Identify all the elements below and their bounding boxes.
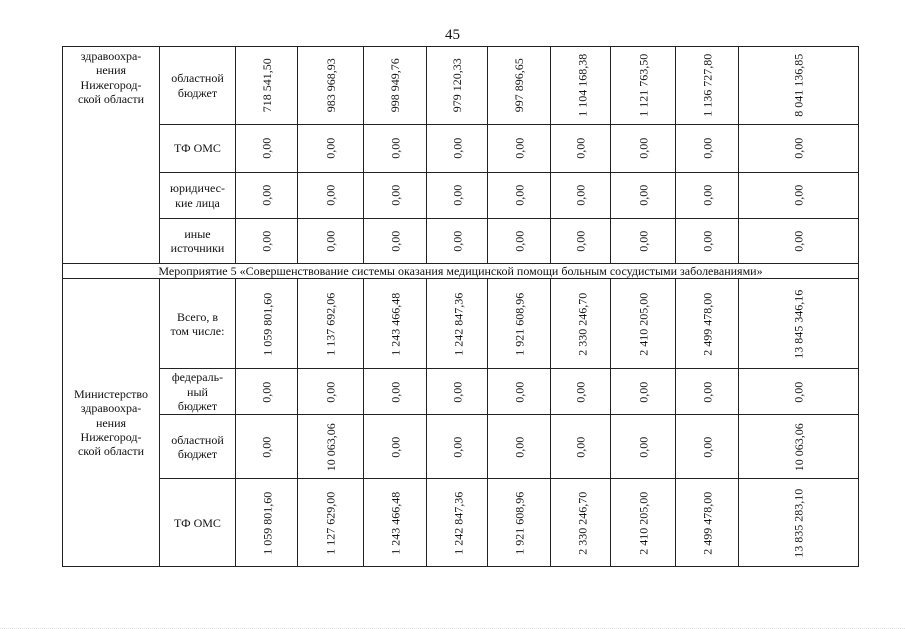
year-value: 0,00	[323, 137, 338, 159]
year-value-cell	[551, 479, 611, 567]
year-value: 0,00	[387, 381, 402, 403]
year-value: 0,00	[699, 137, 714, 159]
year-value: 0,00	[635, 137, 650, 159]
year-value-cell	[236, 47, 298, 125]
year-value: 998 949,76	[387, 58, 402, 113]
total-value-cell	[739, 125, 859, 173]
year-value: 1 137 692,06	[323, 292, 338, 356]
year-value-cell	[298, 173, 364, 219]
year-value-cell	[488, 125, 551, 173]
year-value-cell	[298, 125, 364, 173]
year-value: 0,00	[449, 184, 464, 206]
year-value: 10 063,06	[323, 422, 338, 471]
year-value: 1 121 763,50	[635, 53, 650, 117]
page-number: 45	[445, 27, 460, 43]
year-value-cell	[236, 125, 298, 173]
budget-table	[62, 46, 859, 567]
total-value: 13 835 283,10	[791, 488, 806, 558]
year-value: 0,00	[323, 381, 338, 403]
funding-source-cell	[160, 47, 236, 125]
year-value-cell	[551, 279, 611, 369]
year-value: 997 896,65	[511, 58, 526, 113]
funding-source-cell	[160, 173, 236, 219]
year-value-cell	[298, 219, 364, 264]
year-value-cell	[298, 479, 364, 567]
year-value-cell	[427, 47, 488, 125]
event-title: Мероприятие 5 «Совершенствование системы оказания медицинской помощи больным сосудистыми заболеваниями»	[63, 264, 859, 279]
year-value-cell	[298, 279, 364, 369]
year-value-cell	[427, 279, 488, 369]
table-row	[63, 415, 859, 479]
funding-source-label: иные источники	[170, 226, 225, 255]
table-row	[63, 279, 859, 369]
funding-source-label: областной бюджет	[171, 432, 224, 461]
year-value: 0,00	[511, 184, 526, 206]
year-value-cell	[676, 47, 739, 125]
year-value-cell	[488, 219, 551, 264]
year-value: 0,00	[449, 137, 464, 159]
year-value: 0,00	[699, 381, 714, 403]
funding-source-cell	[160, 219, 236, 264]
year-value: 0,00	[573, 381, 588, 403]
funding-source-label: Всего, в том числе:	[170, 309, 225, 338]
year-value-cell	[364, 279, 427, 369]
event-row	[63, 264, 859, 279]
year-value-cell	[427, 125, 488, 173]
year-value: 0,00	[259, 230, 274, 252]
year-value: 0,00	[449, 230, 464, 252]
year-value: 1 921 608,96	[512, 292, 527, 356]
funding-source-label: областной бюджет	[171, 71, 224, 100]
funding-source-label: ТФ ОМС	[174, 515, 221, 530]
year-value-cell	[551, 219, 611, 264]
year-value-cell	[611, 125, 676, 173]
year-value: 0,00	[387, 184, 402, 206]
year-value-cell	[551, 173, 611, 219]
year-value-cell	[676, 125, 739, 173]
total-value: 0,00	[791, 381, 806, 403]
year-value: 0,00	[573, 230, 588, 252]
executor-label: Министерство здравоохра- нения Нижегород- ской области	[74, 386, 148, 459]
year-value: 1 243 466,48	[388, 491, 403, 555]
year-value-cell	[364, 479, 427, 567]
year-value-cell	[236, 479, 298, 567]
funding-source-label: федераль- ный бюджет	[171, 370, 224, 414]
year-value-cell	[236, 369, 298, 415]
year-value: 0,00	[699, 436, 714, 458]
year-value: 2 410 205,00	[635, 292, 650, 356]
year-value: 0,00	[635, 436, 650, 458]
year-value: 0,00	[387, 230, 402, 252]
executor-cell	[63, 47, 160, 264]
year-value-cell	[488, 173, 551, 219]
year-value: 0,00	[323, 230, 338, 252]
year-value: 0,00	[259, 436, 274, 458]
year-value-cell	[611, 47, 676, 125]
year-value: 0,00	[323, 184, 338, 206]
year-value: 0,00	[699, 230, 714, 252]
year-value-cell	[298, 369, 364, 415]
year-value: 1 059 801,60	[260, 292, 275, 356]
year-value: 1 136 727,80	[700, 53, 715, 117]
year-value: 0,00	[635, 184, 650, 206]
funding-source-cell	[160, 125, 236, 173]
year-value-cell	[364, 173, 427, 219]
year-value-cell	[611, 279, 676, 369]
year-value: 2 499 478,00	[700, 292, 715, 356]
table-row	[63, 479, 859, 567]
total-value-cell	[739, 479, 859, 567]
year-value-cell	[611, 415, 676, 479]
year-value-cell	[551, 47, 611, 125]
table-row	[63, 173, 859, 219]
year-value: 1 242 847,36	[451, 491, 466, 555]
year-value-cell	[236, 415, 298, 479]
year-value-cell	[427, 219, 488, 264]
year-value-cell	[611, 369, 676, 415]
table-row	[63, 125, 859, 173]
year-value: 1 242 847,36	[451, 292, 466, 356]
year-value-cell	[676, 415, 739, 479]
year-value-cell	[236, 173, 298, 219]
year-value-cell	[611, 219, 676, 264]
executor-label: здравоохра- нения Нижегород- ской области	[77, 49, 145, 107]
year-value: 0,00	[259, 381, 274, 403]
year-value-cell	[427, 415, 488, 479]
year-value-cell	[676, 479, 739, 567]
funding-source-label: ТФ ОМС	[174, 141, 221, 156]
total-value: 0,00	[791, 230, 806, 252]
total-value-cell	[739, 47, 859, 125]
total-value: 8 041 136,85	[791, 53, 806, 117]
year-value: 2 330 246,70	[575, 292, 590, 356]
budget-table-body	[63, 47, 859, 567]
year-value: 0,00	[573, 184, 588, 206]
year-value-cell	[298, 415, 364, 479]
total-value: 0,00	[791, 137, 806, 159]
year-value: 0,00	[449, 436, 464, 458]
page-bottom-edge	[0, 628, 905, 637]
funding-source-cell	[160, 369, 236, 415]
year-value: 2 410 205,00	[635, 491, 650, 555]
year-value: 0,00	[259, 184, 274, 206]
year-value: 983 968,93	[323, 58, 338, 113]
total-value-cell	[739, 279, 859, 369]
year-value: 979 120,33	[449, 58, 464, 113]
year-value-cell	[236, 279, 298, 369]
year-value: 1 104 168,38	[575, 53, 590, 117]
year-value-cell	[611, 479, 676, 567]
table-row	[63, 47, 859, 125]
year-value: 0,00	[573, 436, 588, 458]
table-row	[63, 219, 859, 264]
table-row	[63, 369, 859, 415]
funding-source-cell	[160, 479, 236, 567]
total-value: 10 063,06	[791, 422, 806, 471]
year-value-cell	[488, 369, 551, 415]
total-value-cell	[739, 219, 859, 264]
year-value: 1 127 629,00	[323, 491, 338, 555]
year-value: 0,00	[449, 381, 464, 403]
year-value: 0,00	[511, 230, 526, 252]
year-value: 718 541,50	[259, 58, 274, 113]
year-value: 0,00	[387, 436, 402, 458]
year-value: 1 059 801,60	[260, 491, 275, 555]
year-value: 0,00	[511, 137, 526, 159]
year-value-cell	[364, 125, 427, 173]
year-value: 2 330 246,70	[575, 491, 590, 555]
year-value-cell	[488, 479, 551, 567]
year-value-cell	[298, 47, 364, 125]
year-value: 0,00	[635, 381, 650, 403]
year-value: 0,00	[573, 137, 588, 159]
year-value-cell	[551, 369, 611, 415]
year-value-cell	[427, 369, 488, 415]
year-value-cell	[364, 47, 427, 125]
year-value-cell	[427, 479, 488, 567]
year-value-cell	[676, 279, 739, 369]
year-value-cell	[676, 173, 739, 219]
year-value: 0,00	[699, 184, 714, 206]
funding-source-cell	[160, 279, 236, 369]
year-value-cell	[488, 47, 551, 125]
year-value: 0,00	[259, 137, 274, 159]
year-value-cell	[551, 125, 611, 173]
funding-source-label: юридичес- кие лица	[170, 181, 225, 210]
year-value: 0,00	[511, 436, 526, 458]
funding-source-cell	[160, 415, 236, 479]
year-value-cell	[236, 219, 298, 264]
year-value-cell	[676, 219, 739, 264]
total-value-cell	[739, 173, 859, 219]
executor-cell	[63, 279, 160, 567]
year-value-cell	[364, 219, 427, 264]
year-value-cell	[364, 369, 427, 415]
year-value-cell	[611, 173, 676, 219]
year-value-cell	[488, 279, 551, 369]
year-value-cell	[488, 415, 551, 479]
year-value: 0,00	[635, 230, 650, 252]
year-value: 2 499 478,00	[700, 491, 715, 555]
year-value: 0,00	[511, 381, 526, 403]
year-value: 1 243 466,48	[388, 292, 403, 356]
year-value: 0,00	[387, 137, 402, 159]
year-value-cell	[676, 369, 739, 415]
year-value-cell	[427, 173, 488, 219]
total-value: 13 845 346,16	[791, 289, 806, 359]
year-value-cell	[551, 415, 611, 479]
total-value-cell	[739, 369, 859, 415]
total-value-cell	[739, 415, 859, 479]
year-value: 1 921 608,96	[512, 491, 527, 555]
year-value-cell	[364, 415, 427, 479]
total-value: 0,00	[791, 184, 806, 206]
